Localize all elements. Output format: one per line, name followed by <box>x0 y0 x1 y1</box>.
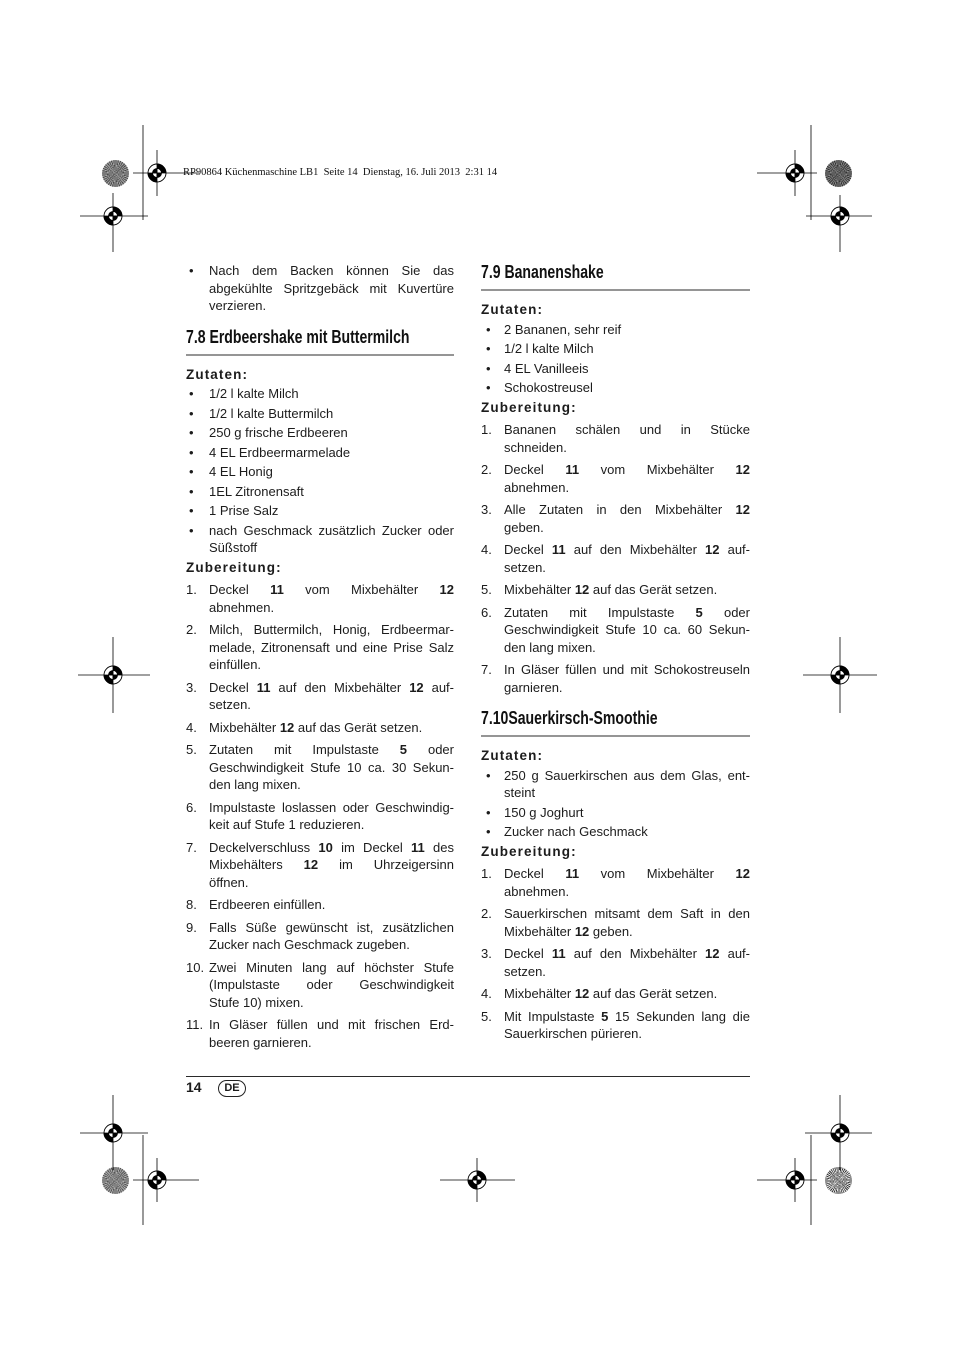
text-run: Sauerkirschen mitsamt dem Saft in den <box>504 906 750 921</box>
step-item <box>186 581 454 616</box>
text-line <box>504 767 750 785</box>
text-run: vom Mixbehälter <box>283 582 440 597</box>
step-item <box>186 896 454 914</box>
text-line <box>209 297 454 315</box>
text-run: 4 EL Erdbeermarmelade <box>209 444 351 460</box>
text-run: verzieren. <box>209 298 267 313</box>
text-line <box>504 604 750 622</box>
bullet-item <box>481 360 750 378</box>
section-heading-text: 7.9 Bananenshake <box>481 261 604 282</box>
step-number: 3. <box>481 502 492 517</box>
text-line <box>209 599 454 617</box>
step-item <box>186 959 454 1012</box>
section-heading <box>186 326 454 356</box>
text-line <box>209 994 454 1012</box>
step-number: 10. <box>186 959 205 975</box>
part-number: 12 <box>574 986 590 1001</box>
text-run: Alle Zutaten in den Mixbehälter <box>504 502 736 517</box>
text-run: vom Mixbehälter <box>579 866 736 881</box>
text-line <box>209 385 454 403</box>
text-run: keit auf Stufe 1 reduzieren. <box>209 817 365 832</box>
text-run: Mixbehälter <box>209 719 280 735</box>
bullet-marker <box>189 405 194 423</box>
text-run: 1 Prise Salz <box>209 503 279 518</box>
step-item <box>481 541 750 576</box>
text-run: steint <box>504 785 536 800</box>
step-number: 2. <box>186 622 197 637</box>
text-run: Deckel <box>504 946 552 961</box>
text-run: Mit Impulstaste <box>504 1008 602 1024</box>
step-number: 9. <box>186 919 197 935</box>
part-number: 12 <box>735 462 750 477</box>
subsection-label: Zutaten: <box>481 302 544 317</box>
text-run: schneiden. <box>504 439 567 455</box>
bullet-item <box>481 321 750 339</box>
text-line <box>504 945 750 963</box>
bullet-marker <box>486 360 491 378</box>
registration-mark <box>78 637 150 713</box>
text-run: vom Mixbehälter <box>579 462 736 477</box>
bullet-item <box>186 444 454 462</box>
step-number: 1. <box>481 866 492 881</box>
text-line <box>209 621 454 639</box>
step-number: 2. <box>481 906 492 921</box>
text-run: Schokostreusel <box>504 380 593 395</box>
text-run: 4 EL Honig <box>209 464 273 479</box>
text-line <box>209 919 454 937</box>
text-line <box>209 936 454 954</box>
text-run: abnehmen. <box>504 479 570 495</box>
text-run: einfüllen. <box>209 657 262 672</box>
text-line <box>504 661 750 679</box>
subsection-label: Zubereitung: <box>481 843 577 859</box>
step-item <box>481 985 750 1003</box>
text-run: auf- <box>719 542 750 557</box>
text-run: (Impulstaste oder Geschwindigkeit <box>209 977 454 992</box>
section-heading <box>481 261 750 291</box>
step-number: 1. <box>186 582 197 597</box>
step-number: 4. <box>481 542 492 557</box>
text-run: beeren garnieren. <box>209 1034 312 1050</box>
text-line <box>209 816 454 834</box>
text-run: Mixbehälter <box>504 923 575 939</box>
text-line <box>209 463 454 481</box>
part-number: 11 <box>551 946 566 961</box>
text-run: Geschwindigkeit Stufe 10 ca. 60 Sekun- <box>504 622 750 637</box>
text-run: 250 g Sauerkirschen aus dem Glas, ent- <box>504 767 750 783</box>
bullet-marker <box>486 767 491 785</box>
bullet-marker <box>189 385 194 403</box>
bullet-item <box>186 502 454 520</box>
text-line <box>504 379 750 397</box>
part-number: 10 <box>318 839 333 855</box>
text-run: Erdbeeren einfüllen. <box>209 897 326 912</box>
part-number: 11 <box>270 582 284 597</box>
text-line <box>209 262 454 280</box>
text-run: 2 Bananen, sehr reif <box>504 321 622 337</box>
text-line <box>504 963 750 981</box>
step-item <box>186 719 454 737</box>
text-run: geben. <box>504 519 544 535</box>
text-line <box>504 360 750 378</box>
bullet-item <box>481 823 750 841</box>
part-number: 12 <box>574 582 590 597</box>
step-item <box>481 501 750 536</box>
text-line <box>504 905 750 923</box>
text-run: Zutaten mit Impulstaste <box>209 742 400 757</box>
step-item <box>481 905 750 940</box>
text-run: 4 EL Vanilleeis <box>504 360 589 376</box>
text-run: melade, Zitronensaft und eine Prise Salz <box>209 639 454 655</box>
text-line <box>209 522 454 540</box>
text-line <box>504 985 750 1003</box>
text-line <box>209 483 454 501</box>
part-number: 12 <box>409 679 424 695</box>
text-run: abgekühlte Spritzgebäck mit Kuvertüre <box>209 280 454 296</box>
footer-rule <box>186 1076 750 1077</box>
text-run: auf- <box>423 679 455 695</box>
registration-mark <box>803 637 877 713</box>
part-number: 12 <box>303 857 319 872</box>
text-run: Bananen schälen und in Stücke <box>504 422 750 437</box>
text-run: abnehmen. <box>504 883 570 899</box>
step-item <box>481 865 750 900</box>
text-run: auf den Mixbehälter <box>270 679 410 695</box>
text-run: setzen. <box>209 697 251 712</box>
text-run: Mixbehälter <box>504 582 575 597</box>
text-run: 150 g Joghurt <box>504 804 584 820</box>
text-line <box>504 439 750 457</box>
text-run: 1/2 l kalte Milch <box>209 386 299 401</box>
registration-mark <box>440 1158 515 1202</box>
text-line <box>209 959 454 977</box>
part-number: 11 <box>411 839 425 855</box>
text-run: garnieren. <box>504 679 563 695</box>
text-run: Mixbehälters <box>209 857 304 872</box>
part-number: 12 <box>735 866 750 881</box>
text-run: geben. <box>589 923 633 939</box>
text-run: Deckel <box>504 866 566 881</box>
step-item <box>186 839 454 892</box>
step-item <box>481 421 750 456</box>
text-line <box>209 976 454 994</box>
step-item <box>481 1008 750 1043</box>
section-heading <box>481 707 750 737</box>
bullet-marker <box>486 379 491 397</box>
text-line <box>504 421 750 439</box>
text-line <box>209 280 454 298</box>
text-line <box>209 719 454 737</box>
step-number: 4. <box>481 986 492 1001</box>
text-run: Zwei Minuten lang auf höchster Stufe <box>209 959 454 975</box>
page-number: 14 <box>186 1079 202 1095</box>
part-number: 12 <box>574 923 590 939</box>
part-number: 12 <box>439 582 454 597</box>
step-item <box>186 919 454 954</box>
right-text-column <box>481 261 750 1043</box>
section-heading-text: 7.8 Erdbeershake mit Buttermilch <box>186 325 410 347</box>
bullet-item <box>186 483 454 501</box>
text-run: 250 g frische Erdbeeren <box>209 425 348 440</box>
bullet-marker <box>189 444 194 462</box>
text-line <box>504 340 750 358</box>
text-line <box>504 923 750 941</box>
text-run: Deckel <box>209 679 257 695</box>
bullet-item <box>186 424 454 442</box>
text-line <box>504 639 750 657</box>
print-slug-line: RP90864 Küchenmaschine LB1 Seite 14 Dienstag, 16. Juli 2013 2:31 14 <box>183 167 498 178</box>
text-run: auf das Gerät setzen. <box>589 582 718 597</box>
text-line <box>209 874 454 892</box>
registration-mark <box>80 1095 148 1170</box>
step-number: 7. <box>186 839 197 855</box>
text-line <box>209 1016 454 1034</box>
text-run: Deckelverschluss <box>209 839 319 855</box>
text-line <box>209 656 454 674</box>
step-item <box>186 1016 454 1051</box>
registration-mark <box>757 150 817 196</box>
part-number: 5 <box>399 742 407 757</box>
bullet-item <box>186 262 454 315</box>
step-number: 7. <box>481 662 492 677</box>
step-item <box>481 461 750 496</box>
step-item <box>481 661 750 696</box>
text-run: auf den Mixbehälter <box>565 542 706 557</box>
text-run: 1EL Zitronensaft <box>209 483 304 499</box>
bullet-item <box>481 340 750 358</box>
text-run: Deckel <box>504 462 566 477</box>
step-item <box>186 741 454 794</box>
bullet-item <box>481 804 750 822</box>
text-line <box>209 799 454 817</box>
text-line <box>504 461 750 479</box>
text-line <box>504 479 750 497</box>
text-run: des <box>424 839 454 855</box>
bullet-item <box>186 405 454 423</box>
registration-mark <box>806 195 872 252</box>
text-line <box>504 581 750 599</box>
text-line <box>209 539 454 557</box>
text-line <box>209 776 454 794</box>
text-line <box>504 679 750 697</box>
registration-mark <box>80 193 148 252</box>
text-line <box>209 639 454 657</box>
text-run: Stufe 10) mixen. <box>209 994 304 1010</box>
bullet-marker <box>189 502 194 520</box>
bullet-item <box>186 385 454 403</box>
text-line <box>504 501 750 519</box>
text-run: Deckel <box>504 542 552 557</box>
text-line <box>504 784 750 802</box>
text-run: Deckel <box>209 582 271 597</box>
step-number: 8. <box>186 897 197 912</box>
text-run: oder <box>702 604 750 620</box>
text-line <box>504 541 750 559</box>
step-number: 1. <box>481 422 492 437</box>
bullet-item <box>186 463 454 481</box>
step-number: 3. <box>481 946 492 961</box>
text-line <box>504 321 750 339</box>
text-line <box>209 839 454 857</box>
text-line <box>209 759 454 777</box>
text-line <box>504 1025 750 1043</box>
step-number: 5. <box>481 582 492 597</box>
text-line <box>504 823 750 841</box>
step-number: 6. <box>481 604 492 620</box>
part-number: 11 <box>565 462 580 477</box>
text-run: Zucker nach Geschmack <box>504 824 648 839</box>
text-run: In Gläser füllen und mit frischen Erd- <box>209 1017 454 1032</box>
bullet-marker <box>189 522 194 540</box>
registration-mark <box>805 1095 872 1170</box>
text-line <box>504 865 750 883</box>
text-run: Geschwindigkeit Stufe 10 ca. 30 Sekun- <box>209 759 454 775</box>
part-number: 11 <box>256 679 271 695</box>
subsection-label: Zubereitung: <box>481 399 577 415</box>
step-number: 11. <box>186 1017 204 1032</box>
text-run: 15 Sekunden lang die <box>608 1008 750 1024</box>
text-run: Süßstoff <box>209 540 258 555</box>
part-number: 12 <box>735 502 750 517</box>
step-number: 5. <box>481 1008 492 1024</box>
step-item <box>481 945 750 980</box>
text-run: auf den Mixbehälter <box>565 946 706 961</box>
part-number: 5 <box>695 604 703 620</box>
text-run: den lang mixen. <box>504 639 596 655</box>
text-line <box>209 444 454 462</box>
text-line <box>209 405 454 423</box>
text-line <box>504 804 750 822</box>
text-run: setzen. <box>504 559 546 575</box>
step-item <box>481 581 750 599</box>
text-run: öffnen. <box>209 874 249 890</box>
bullet-item <box>481 379 750 397</box>
bullet-item <box>481 767 750 802</box>
text-line <box>209 856 454 874</box>
text-line <box>209 424 454 442</box>
text-run: im Uhrzeigersinn <box>318 857 454 872</box>
step-number: 4. <box>186 719 197 735</box>
step-item <box>481 604 750 657</box>
text-run: Zucker nach Geschmack zugeben. <box>209 937 410 952</box>
part-number: 12 <box>705 542 720 557</box>
subsection-label: Zutaten: <box>481 748 544 763</box>
text-line <box>209 696 454 714</box>
text-run: nach Geschmack zusätzlich Zucker oder <box>209 522 454 538</box>
text-line <box>504 519 750 537</box>
bullet-marker <box>486 804 491 822</box>
text-line <box>209 502 454 520</box>
text-run: auf das Gerät setzen. <box>589 986 718 1001</box>
text-run: im Deckel <box>332 839 412 855</box>
text-line <box>504 883 750 901</box>
text-line <box>209 741 454 759</box>
bullet-marker <box>189 463 194 481</box>
step-item <box>186 799 454 834</box>
language-badge: DE <box>218 1080 246 1097</box>
text-line <box>504 559 750 577</box>
text-run: auf das Gerät setzen. <box>294 719 423 735</box>
text-run: Impulstaste loslassen oder Geschwindig- <box>209 799 454 815</box>
step-number: 5. <box>186 742 197 757</box>
bullet-marker <box>486 340 491 358</box>
subsection-label: Zutaten: <box>186 366 249 382</box>
text-run: Milch, Buttermilch, Honig, Erdbeermar- <box>209 622 454 637</box>
bullet-marker <box>189 483 194 501</box>
bullet-item <box>186 522 454 557</box>
text-run: Mixbehälter <box>504 986 575 1001</box>
registration-mark <box>757 1158 817 1202</box>
text-line <box>209 679 454 697</box>
text-line <box>504 1008 750 1026</box>
text-run: 1/2 l kalte Buttermilch <box>209 405 334 421</box>
step-item <box>186 621 454 674</box>
part-number: 11 <box>551 542 566 557</box>
text-run: Nach dem Backen können Sie das <box>209 263 454 278</box>
bullet-marker <box>189 262 194 280</box>
section-heading-text: 7.10Sauerkirsch-Smoothie <box>481 707 658 728</box>
bullet-marker <box>189 424 194 442</box>
text-run: Falls Süße gewünscht ist, zusätzlichen <box>209 919 454 935</box>
text-run: In Gläser füllen und mit Schokostreuseln <box>504 662 750 677</box>
part-number: 12 <box>279 719 295 735</box>
text-run: den lang mixen. <box>209 777 301 792</box>
step-number: 3. <box>186 679 197 695</box>
text-run: abnehmen. <box>209 599 275 615</box>
text-run: Sauerkirschen pürieren. <box>504 1026 643 1041</box>
part-number: 12 <box>705 946 720 961</box>
left-text-column <box>186 262 454 1051</box>
step-number: 2. <box>481 462 492 477</box>
text-run: 1/2 l kalte Milch <box>504 341 594 356</box>
part-number: 11 <box>565 866 580 881</box>
subsection-label: Zubereitung: <box>186 559 282 575</box>
text-run: oder <box>407 742 454 757</box>
step-number: 6. <box>186 799 197 815</box>
step-item <box>186 679 454 714</box>
text-run: Zutaten mit Impulstaste <box>504 604 696 620</box>
text-line <box>209 1034 454 1052</box>
text-run: setzen. <box>504 963 546 979</box>
bullet-marker <box>486 321 491 339</box>
text-line <box>209 581 454 599</box>
part-number: 5 <box>601 1008 609 1024</box>
text-line <box>504 621 750 639</box>
text-line <box>209 896 454 914</box>
text-run: auf- <box>719 946 750 961</box>
bullet-marker <box>486 823 491 841</box>
